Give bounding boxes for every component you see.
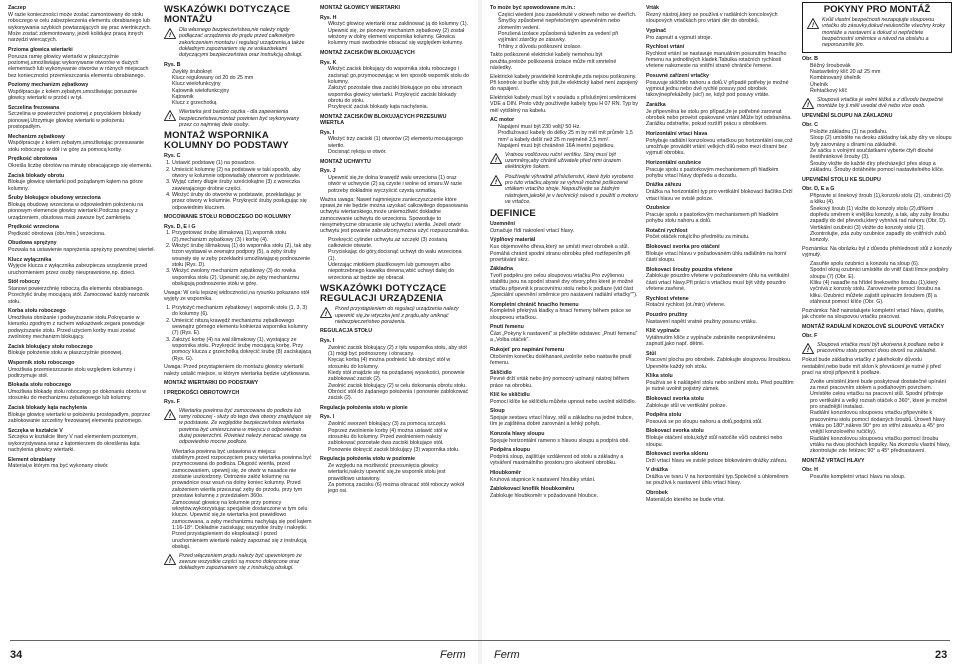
definition-term: Śruby blokujące obudowy wrzeciona [8,195,101,202]
definition-term: Pnutí řemenu [490,324,524,331]
section-heading: UPEVNĚNÍ STOLU KE SLOUPU [802,176,881,183]
figure-ref: Rys. D, E i G [164,223,196,230]
list-item: • Zwolnić sworzeń blokujący (3) za pomocą szczęki. [328,421,470,427]
figure-ref: Rys. H [320,14,337,21]
step-list [802,379,952,455]
warning-note-text: Sloupová vrtačka musí být ukotvena k podlaze nebo k pracovnímu stolu pomocí dvou otvorů na základně. [817,341,944,354]
definition-term: Rychlost vrtání [646,44,685,51]
warning-note [164,408,312,446]
list-item: • Obrócić stół do żądanego położenia i ponownie zablokować zacisk (2). [328,389,470,402]
figure-ref: Obr. B [802,55,818,62]
definition-text: Blokuje głowicę wiertarki pod pożądanym kątem na górze kolumny. [8,179,143,192]
definition-term: Blokovací svorka stolu [646,428,704,435]
list-item: 2. Umieścić nitszą krawędź mechanizmu zębatkowego wewnątrz górnego elementu kołnierza wspornika kolumny (7) (Rys. E). [172,318,312,337]
definition-text: Spojuje sestavu vrtací hlavy, stůl a základnu na jedné trubce, tím je zajištěna dobré zarovnání a lehký pohyb. [490,415,634,428]
definition-text: Stanowi powierzchnię roboczą dla elementu obrabianego. Przechylić śrubę mocującą stół. Zamocować każdy narożnik stołu. [8,286,150,305]
definition-term: Klucz wyłącznika [8,256,52,263]
definition-term: Ozubnice [646,205,670,212]
definition-text: Pracovní plocha pro obrobek. Zablokujte sloupovou šroubkou. Upevněte každý roh stolu. [646,357,792,370]
list-item: • Upewnić się,że dolna krawędź wału wrzeciona (1) oraz otwór w uchwycie (2) są czyste i wolne od smaru.W razie potrzeby dokładnie wyczyścić czystą szmatką. [328,175,470,194]
warning-note-text: Používejte výhradně příslušenství, které bylo vyrobeno pro tuto vrtačku,abyste se vyhnuli možné poškozené vrtákem vrtacího stroje. Nepoužívejte se žádným nástrojem,jakoké je v technický návod s použití o motoru ve vrtačce. [505,173,638,206]
definition-term: Mechanizm zębatkowy [8,133,65,140]
section-subheading: I PRĘDKOŚCI OBROTOWYCH [164,389,240,396]
list-item: • Zvolte umístění,které bude poskytovat dostatečné upínání za mezi pracovním stolem a podlahovým povrchem. [810,379,952,392]
list-item: • Ponownie dokręcić zacisk blokujący (3) wspornika stołu. [328,447,470,453]
figure-ref: Rys. F [164,399,180,406]
definition-term: Korba stołu roboczego [8,308,66,315]
caution-text: Uwaga: Przed przystąpieniem do montażu głowicy wiertarki należy ustalić miejsce, w którym wiertarka będzie użytkowana. [164,364,311,377]
list-item: • Przed przystąpieniem do eksploatacji i przed uruchomieniem wiertarki należy zapoznać się z instrukcją obsługi. [172,531,312,550]
definition-text: Materiál,do kterého se bude vrtat. [646,496,725,503]
definition-text: Podpírá sloup, zajišťuje vzdálenost od stolu a základny a vytváření maximálního prostoru pro ukotvení obrobku. [490,454,624,467]
svg-text:!: ! [806,102,810,109]
warning-icon [164,409,176,420]
list-item: • Kręcąc korbą (4) można podnieść lub obniżyć stół w stosunku do kolumny. [328,357,470,370]
definition-text: Takto poškozené elektrické kabely nemohou být použita,protože poškozená izolace může mít smrtelné následky. [490,52,617,72]
section-heading: MOCOWANIE STOŁU ROBOCZEGO DO KOLUMNY [164,214,292,221]
warning-icon [164,554,176,565]
definition-text: Zablokuje pouzdro vřetene v požadovaném úhlu na vertikální části vrtací hlavy.Při práci s vrtačkou musí být vždy pouzdro vřetene zavřené. [646,273,790,292]
list-item: • Šrouby vložte do každé díry přecházející přes sloup a základnu. Šrouby dotáhněte pomocí nastavitelného klíče. [810,161,952,174]
warning-icon [164,110,176,121]
warning-icon [320,307,332,318]
definition-text: Zablokuje hloubkoměr v požadované hloubce. [490,492,599,499]
definition-term: Výplňový materiál [490,237,536,244]
definition-text: Spojuje horizontální rameno s hlavou sloupu a podpírá obě. [490,437,630,444]
definition-term: Prędkość wrzeciona [8,224,59,231]
list-item: • Trhliny z důvodu poškození izolace. [498,44,638,50]
section-heading: Regulacja położenia stołu w pionie [320,404,408,411]
definition-text: Drážka na horizontální typ pro vertikální blokovací tlačítko.Drží vrtací hlavu ve svislé poloze. [646,189,793,202]
definition-text: Pevné drží vrták nebo jiný pomocný upínaný nástroj během práce na obrobku. [490,376,630,389]
definition-text: Počet otáček rotujícího předmětu za minutu. [646,234,750,241]
step-list [320,136,470,155]
list-item: • Klucz wielofunkcyjny [172,81,312,87]
definition-text: Řezný nástroj,který se používá v radiálních koncolových sloupových vrtačkách pro vrtání děr do obrobků. [646,11,778,25]
list-item: • Šnekový šroub (1) vložte do konzoly stolu (2),dříkem dopředu směrem k vnějšku konzoly, a tak, aby zuby šroubu zapadly do del převodu,který vyhnívá rad nahoru (Obr. D). [810,206,952,225]
definition-term: Obudowa sprężyny [8,240,57,247]
list-item: • Docisnąć rękoju w otwór. [328,149,470,155]
definition-text: Szczelina w powierzchni poziomej z przyciskiem blokady pionowej.Utrzymuje głowicę wiertarki w położeniu prostopadłym. [8,111,142,131]
list-item: • Wiertarka powinna być ustawiona w miejscu stabilnym,przed rozpoczęciem pracy wiertarka powinna być przymocowana do podłoża. Długość wiertła, przed zamocowaniem, upewnij się, że otwór w nasadce nie zostanie uszkodzony. Ostrożnie załóż kolumnę na prowadnice oraz wsuń na dolny koniec kolumny. Przed założeniem wiertła przesunąć zęby do przodu, przy tym przestaw kolumnę z przedziałem 360o. [172,449,312,500]
section-heading: UPEVNĚNÍ SLOUPU NA ZÁKLADNU [802,112,893,119]
definition-term: Horizontální vrtací hlava [646,130,708,137]
step-list [802,474,952,480]
definition-term: Drážka zářezu [646,182,682,189]
note-text: Poznámka: Než nainstalujete kompletní vrtací hlavu, zjistěte, jak chcete na sloupovou vrtačku pracovat. [802,307,945,321]
definition-text: Pro zapnutí a vypnutí stroje. [646,34,712,41]
warning-icon [802,98,814,109]
list-item: • Prodlužovací kabely do délky 25 m by měl mít průměr 1,5 mm² a kabely delší než 25 m nejméně 2,5 mm². [498,130,638,143]
warning-note [807,17,947,49]
section-heading: MONTÁŽ RADIÁLNÍ KONZOLOVÉ SLOUPOVÉ VRTAČKY [802,323,945,330]
step-list [320,463,470,495]
warning-icon [807,18,819,29]
column-electrical-cz [490,2,638,642]
definition-text: Kruhová stupnice k nastavení hloubky vrtání. [490,476,596,483]
list-item: • Kątownik [172,94,312,100]
warning-note-text: Przed przystąpieniem do regulacji urządzenia należy upewnić się,że wtyczka jest z prądu,aby uniknąć niebezpieczeństwo porażenia. [335,306,459,325]
list-item: • Spodní okraj ozubnici umístěte do vnitř části límce podpěry sloupu (7) (Obr. E). [810,267,952,280]
warning-icon [164,28,176,39]
footer-divider [10,640,950,641]
warning-icon [490,153,502,164]
list-item: 4. Włożyć śruby do otworów w podstawie, przekładając je przez otwory w kolumnie. Przykręcić śruby posługując się odpowiednim kluczem. [172,192,312,211]
list-item: 1. Przygotować śrubę ślimakową (1),wspornik stołu (2),mechanizm zębatkowy (3) i korbę (4). [172,230,312,243]
definition-term: Zacisk blokujący stołu roboczego [8,343,93,350]
definition-term: Element obrabiany [8,456,56,463]
box-title: POKYNY PRO MONTÁŽ [823,4,931,15]
step-list [802,193,952,244]
note-text: Poznámka: Na obrázku byl z důvodu přehlednosti stůl z konzoly vyjmutý. [802,246,952,259]
list-item: • Przyciskając do góry,docisnąć uchwyt do wału wrzeciona (1). [328,249,470,262]
definition-term: Wspornik stołu roboczego [8,359,75,366]
list-item: 3. Założyć korbę (4) na wał ślimakowy (1), wystający ze wspornika stołu. Przykręcić śrubę mocującą korbę. Przy pomocy klucza z grzechotką dokręcić śrubę (8) zaciskającą (Rys. G). [172,337,312,362]
list-item: • Napájení musí být 230 volt(/ 50 Hz. [498,124,638,130]
column-definitions-cz [646,2,794,642]
definition-text: Elektrické kabely musí být v souladu s příslušnými směrnicemi VDE a DIN. Proto vždy používejte kabely typu H 07 RN. Typ by měl vytištěný na kabelu. [490,94,638,114]
svg-text:!: ! [494,178,498,186]
definition-text: Blokują obudowę wrzeciona w odpowiednim położeniu na pionowym elemencie głowicy wiertarki.Podczas pracy z urządzeniem, obudowa musi zawsze być zamknięta. [8,201,144,221]
figure-ref: Rys. K [320,59,337,66]
definition-text: Pozwala na ustawienie naprężenia sprężyny powrotnej wierteł. [8,247,155,254]
definition-text: Část „Pokyny k nastavení" si přečtěte odstavec „Pnutí řemenu" a „Volba otáček". [490,331,638,344]
figure-ref: Obr. H [802,467,818,474]
step-list [320,345,470,402]
definition-term: Rychlost vřetene [646,295,689,302]
definition-term: Poziomy mechanizm zębatkowy [8,82,89,89]
list-item: • Porušená izolace způsobená tažením za vedení při vyjímání zásrčky ze zásuvky. [498,31,638,44]
definition-term: Stół roboczy [8,279,40,286]
definition-text: Označuje řídí nakrolení vrtací hlavy. [490,227,575,234]
figure-ref: Rys. B [164,61,181,68]
list-item: • Upewnić się, że pionowy mechanizm zębatkowy (2) został włożony w dolny element wspornika kolumny. Głowica kolumny musi swobodnie obracać się względem kolumny. [328,28,470,47]
list-item: • Kombinovaný úhelník [810,75,952,81]
list-item: • Kliku (4) nasaďte na hřídel šnekového šroubu (1),který vyčnívá z konzoly stolu. Zaroveznete pomocí šroubu na kliku. Ozubnici můžete zajistit upínacím šroubem (8) a stáhnout pomocí klíče (Obr. G). [810,280,952,305]
definition-term: Sloup [490,408,505,415]
list-item: • Úhelník [810,82,952,88]
list-item: • Włożyć zacisk blokujący do wspornika stołu roboczego i zacisnąć go,przymocowując w ten sposób wspornik stołu do kolumny. [328,66,470,85]
definition-term: Uzemnění [490,221,516,228]
definition-term: Základna [490,266,513,273]
svg-text:!: ! [168,412,172,420]
list-item: • Założyć pozostałe dwa zaciski blokujące po obu stronach wspornika głowicy wiertarki. Przykręcić zaciski blokady obrotu do stołu. [328,85,470,104]
definition-text: Prędkość obrotowa (obr./min.) wrzeciona. [8,230,106,237]
warning-note-text: Kvůli vlastní bezpečnosti nezapojujte sloupovou vrtačku do zásuvky,dokud neukončíte všechny kroky montáže a nastavení a dokud si nepřečtete bezpečnostní směrnice a návod na obsluhu a neporozumíte jim. [822,17,945,49]
svg-text:!: ! [806,346,810,354]
definition-term: Kompletní chránič hnacího řemenu [490,301,579,308]
column-definitions-pl [8,2,156,642]
step-list [320,66,470,110]
list-item: 3. Włożyć zwolony mechanizm zębatkowy (3) do rowka wspornika stołu (2). Upewnić się,że zęby mechanizmu obsługują podnoszenie stołu w górę. [172,268,312,287]
figure-ref: Rys. I [320,414,335,421]
definition-term: Rotační rychlost [646,227,688,234]
list-item: • Przekręcić cylinder uchwytu,aż szczęki (3) zostaną całkowicie otwarte. [328,237,470,250]
list-item: • Sloup (2) umístěte na desku základny tak,aby díry ve sloupu byly zarovnány s dírami na základně. [810,135,952,148]
definition-term: Posuvné zařízení vrtačky [646,73,710,80]
step-list [802,261,952,305]
definition-text: Rotační rychlost (ot./min) vřetene. [646,302,726,309]
definition-text: Materiał,w którym ma być wykonany otwór. [8,463,109,470]
definition-text: Je připevněna ke stolu pro případ,že je potřebné zarovnat obrobek nebo provést opakované vrtání.Může být odstraněna. Zarážku odstraňte, pokud rozšíří prácu s obrobkem. [646,108,792,128]
warning-note-text: Dla własnego bezpieczeństwa,nie należy nigdy podłączać urządzenia do prądu przed całkowitym zakończeniem montażu i regulacji urządzenia,a także dokładnym zapoznaniem się ze wskazówkami dotyczącymi bezpieczeństwa oraz instrukcją obsługi. [179,27,305,59]
body-text: Pokud bude základna vrtačky z jakéhokoliv důvodu nestabilní,nebo bude mít sklon k převrácení,je nutné ji před prací na stroji připevnit k podlaze. [802,357,941,377]
list-item: • Włożyć głowicę wiertarki oraz zaklinować ją do kolumny (1). [328,21,470,27]
figure-ref: Rys. J [320,168,336,175]
column-assembly-cz [802,2,952,642]
warning-note [490,174,638,206]
svg-text:!: ! [494,156,498,164]
step-list [320,21,470,46]
list-item: • Běžný šroubovák [810,63,952,69]
section-heading: WSKAZÓWKI DOTYCZĄCE MONTAŻU [164,4,291,25]
figure-ref: Obr. D, E a G [802,186,835,193]
section-heading: MONTÁŽ VRTACÍ HLAVY [802,457,865,464]
definition-text: Umożliwia blokadę stołu roboczego po dokonaniu obrotu w stosunku do mechanizmu zębatkowego lub kolumny. [8,389,147,402]
svg-text:!: ! [168,32,172,39]
list-item: • Ze sáčku s volnými součástkami vyberte čtyři dlouhé šestihránkové šrouby (3). [810,148,952,161]
definition-text: Określa liczbę obrotów na minutę obracającego się elementu. [8,163,153,170]
definition-term: Zablokovací knoflík hloubkoměru [490,486,575,493]
list-item: • Za pomocą zacisku (6) można obracać stół roboczy wokół jego osi. [328,482,470,495]
definition-term: Pouzdro pružiny [646,311,688,318]
list-item: • Klucz regulowany od 20 do 25 mm [172,75,312,81]
note-text: Uwaga: W celu lepszej widoczności,na rysunku pokazano stół wyjęty ze wspornika. [164,289,310,303]
definition-text: Drážka ve tvaru V na horizontální typ.Společně s úhloměrem se používá k nastavení úhlu vrtací hlavy. [646,474,789,487]
step-list [164,230,312,287]
page-number-right: 23 [935,649,948,661]
definition-term: Blokada stołu roboczego [8,382,71,389]
list-item: • Posuňte kompletní vrtací hlavu na sloup. [810,474,952,480]
section-heading: REGULACJA STOŁU [320,328,373,335]
definition-text: Elektrické kabely pravidelně kontrolujte,zda nejsou poškozeny. Při kontrole si buďte vždy jisti,že elektrický kabel není zapojený do napájení. [490,73,638,93]
column-adjustment-pl [320,2,470,642]
definition-text: Współpracuje z kołem zębatym,umożliwiając przesuwanie stołu roboczego w dół i w górę za pomocą korby. [8,140,145,153]
list-item: • Nastavitelný klíč 20 až 25 mm [810,69,952,75]
definition-text: Zablokuje stůl ve vertikální poloze. [646,402,727,409]
definition-term: Sklíčidlo [490,369,512,376]
step-list [320,421,470,453]
definition-text: Nastavení napětí vratné pružiny posunu vrtáku. [646,318,758,325]
column-assembly-pl [164,2,312,642]
list-item: • Kątownik wielofunkcyjny [172,88,312,94]
list-item: • Kiedy stół znajdzie się na pożądanej wysokości, ponownie zablokować zacisk (2). [328,370,470,383]
list-item: • Šmyčky způsobené nepřetočeným upevněním nebo zlomením vedení. [498,18,638,31]
bullet-list [490,124,638,149]
definition-text: Szczęka w kształcie litery V nad elementem poziomym, wykorzystywana wraz z kątomierzem do określenia kąta nachylenia głowicy wiertarki. [8,434,140,454]
section-heading: MONTAŻ WIERTARKI DO PODSTAWY [164,380,259,387]
step-list [802,129,952,173]
definition-term: Zaczep [8,5,26,12]
list-item: • Umístěte celou vrtačku na pracovní stůl. Spodní přístroje pro vertikální a velký rozsah otáček o 360°, které je možné pro snadnější instalaci. [810,391,952,410]
section-heading: MONTAŻ GŁOWICY WIERTARKI [320,5,401,12]
warning-note [802,97,952,110]
definition-text: Pohybuje radiální konzolovou vrtačkou po horizontální ose,což umožňuje provádět vrtání velkých dílů nebo mezi dírami bez vyjmutí obrobku. [646,137,793,157]
list-item: • Klucz z grzechotką [172,100,312,106]
definition-text: Používá se k naklápění stolu nebo snížení stolu. Před použitím je nutné uvolnit pojistný zámek. [646,380,794,393]
list-item: • Zwolnić zacisk blokujący (2) z tyłu wspornika stołu, aby stół (1) mógł być podnoszony i obracany. [328,345,470,358]
definition-term: Blokovací šrouby pouzdra vřetene [646,266,733,273]
figure-ref: Obr. F [802,333,818,340]
definition-term: Prędkość obrotowa [8,156,58,163]
svg-text:!: ! [168,557,172,565]
definition-term: Przioma głowica wiertarki [8,46,73,53]
right-page [482,0,960,664]
warning-note [320,306,470,325]
section-heading: MONTAŻ WSPORNIKA KOLUMNY DO PODSTAWY [164,130,289,151]
definition-term: Obrobek [646,489,668,496]
definition-term: Zarážka [646,101,666,108]
definition-term: Blokovací svorka pro otáčení [646,243,720,250]
list-item: • Przykręcić zacisk blokady kąta nachylenia. [328,104,470,110]
svg-text:!: ! [324,311,328,319]
step-list [164,160,312,211]
definition-term: Vypínač [646,27,667,34]
definition-term: Szczelina frezowana [8,104,60,111]
definition-term: Podpěra sloupu [490,447,531,454]
step-list [164,449,312,551]
list-item: • Řehtačkový klíč [810,88,952,94]
step-list [164,305,312,362]
definition-text: Otočením konečku doléhanaré,uvolníte nebo nastavíte pnutí řemenu. [490,353,632,366]
definition-text: Umożliwia obniżanie i podwyższanie stołu.Pokręcanie w kierunku zgodnym z ruchem wskazówek zegara powoduje podwyższanie stołu. Przed użyciem korby musi zostać zwolniony mechanizm blokujący. [8,314,145,340]
list-item: • Zamocować głowicę na kolumnie przy pomocy wkrętów,wykorzystując specjalnie dostarczone w tym celu klucze. Upewnić się,że wiertarka jest prawidłowo zamocowana, a zęby mechanizmu nachylają się pod kątem 1:16-18°. Dokładnie zaciskając wszystkie śruby i nakrętki. [172,500,312,532]
definition-term: Klíč vypínače [646,328,680,335]
warning-note [164,109,312,128]
brand-left: Ferm [440,649,466,661]
list-item: • Připravte si šnekový šroub (1),konzolu stolu (2), ozubnici (3) a kliku (4). [810,193,952,206]
figure-ref: Rys. I [320,337,335,344]
definition-term: Zacisk blokady kąta nachylenia [8,405,87,411]
warning-note [802,342,952,355]
section-heading: MONTAŻ ZACISKÓW BLOKUJĄCYCH PRZESUWU WIERTŁA [320,113,447,127]
definition-text: Pracuje spolu s pastorkovým mechanismem při hladkém pohybu stolu nahoru a dolů. [646,211,779,225]
tool-list [802,63,952,95]
list-item: • Poprzez zwolnienie korby (4) można ustawić stół w stosunku do kolumny. Przed zwolnieniem należy zablokować pozostałe dwa zaciski blokujące stół. [328,428,470,447]
definition-term: Klíč ke sklíčidlu [490,392,530,399]
warning-note-text: Vratnou vodičovou ruční verštku. Stroj musí být uzemněny,aby chránil uživatele před nimi úrazem elektrickým šokem. [505,151,621,171]
definition-text: Blokuje otáčení stolu,když stůl natočíte vůči ozubnici nebo sloupu. [646,435,783,448]
warning-icon [802,343,814,354]
figure-ref: Obr. C [802,122,818,129]
important-note: Ważna uwaga: Nawet najmniejsze zanieczyszczenie które sprawi,że nie będzie można uzyskać całkowitego dopasowania uchwytu wiertarskiego,może uniemożliwić dokładne zamocowanie uchwytu do wrzeciona. Spowoduje to niesymetryczne obracanie się uchwytu i wiertła. Jeżeli otwór uchwytu jest powanie zabrudzony,można użyć rozpuszczalnika. [320,196,470,235]
definition-term: Vrták [646,5,659,12]
list-item: • Radiální konzolovou sloupovou vrtačku připevněte k pracovnímu stolu pomocí dodaných šroubů. Úroveň hlavy vrtáku po 180°,nákres 90° pro sn vitřní zásuvku a 45° pro vnější konzolového ručičky). [810,410,952,435]
warning-note [490,152,638,171]
section-heading: WSKAZÓWKI DOTYCZĄCE REGULACJI URZĄDZENIA [320,283,447,304]
section-heading: MONTAŻ ZACISKÓW BLOKUJĄCYCH [320,50,415,57]
list-item: 2. Umieścić kolumnę (2) na podstawie w taki sposób, aby otwory w kolumnie odpowiadały otworom w podstawie. [172,167,312,180]
definition-text: Rychlost vrtání se nastavuje manuálním posunutím hnacího řemenu na jednotlivých kladek.Tabulka rotačních rychlostí vřetene nalezneste na vnitřní straně chrániče řemene. [646,50,787,70]
page-number-left: 34 [10,649,23,661]
svg-text:!: ! [168,114,172,122]
list-item: 3. Wyjąć cztery długie śruby sześciokątne (3) z woreczka zawierającego drobne części. [172,179,312,192]
left-page [0,0,478,664]
list-item: • Zasuňte spolu ozubnici a konzolu na sloup (6). [810,261,952,267]
definition-text: Umożliwia przemieszczanie stołu względem kolumny i podtrzymuje stół. [8,366,135,379]
list-item: • Napájení musí být chráněné 16A inertní pojistkou. [498,143,638,149]
list-item: • Uderzając młotkiem plastikowym lub gumowym albo niepotrzebnego kawałka drewna,wbić uchwyt dalej do wrzeciona aż będzie się obracał. [328,262,470,281]
assembly-instructions-box [802,2,952,53]
definition-text: W razie konieczności może zostać zamontowany do stołu roboczego w celu zabezpieczenia elementu obrabianego lub wykonywania szybkich powtarzających się prac wiertniczych. Może zostać zdemontowany, jeżeli kolidujez pracą innych narzędzi wiercących. [8,11,152,44]
definition-text: Pomocí klíče ke sklíčidlu můžete upnout nebo uvolnit sklíčidlo. [490,398,637,405]
definition-text: Współpracuje z kołem zębatym,umożliwiając porusznie głowicy wiertarki w przód i w tył. [8,88,138,102]
definition-term: V drážka [646,467,668,474]
section-heading: MONTAŻ UCHWYTU [320,158,371,165]
section-heading: DEFINICE [490,207,536,219]
warning-icon [490,175,502,186]
definition-term: Blokovací svorka stolu [646,395,704,402]
list-item: • Zwykły śrubokręt [172,69,312,75]
definition-text: Pracuje spolu s pastorkovým mechanismem při hladkém pohybu vrtací hlavy dopředu a dozadu. [646,166,779,179]
list-item: • Položte základnu (1) na podlahu. [810,129,952,135]
definition-text: Wyjęcie klucza z wyłącznika zabezpiecza urządzenie przed uruchomieniem przez osoby nieuprawnione,np. dzieci. [8,263,148,276]
definition-text: Posouvá se po sloupu nahoru a dolů,podpírá stůl. [646,418,763,425]
definition-term: Podpěra stolu [646,412,682,419]
warning-note [164,553,312,572]
definition-term: Hloubkoměr [490,469,521,476]
list-item: • Włożyć trzy zaciski (1) otworów (2) elementu mocującego wiertło. [328,136,470,149]
list-item: • Vertikální ozubnici (3) vložte do konzoly stolu (2). Zkontrolujte, zda zuby ozubnice zapadly do vnitřních zubů konzoly. [810,225,952,244]
definition-text: Tvoří podpěru pro celou sloupovou vrtačku.Pro zvýšenou stabilitu jsou na spodní straně dvy otvory,přes které je možné vrtačku připevnit k pracovnímu stolu nebo k podlaze (vid část „Speciální upevnění směrnice pro nastavení radiální vrtačky""). [490,273,638,299]
definition-text: Kompletně překrývá kladky a hnací řemeny během práce se sloupovou vrtačkou. [490,308,632,321]
definition-text: Blokuje vrtací hlavu v požadovaném úhlu radiálním na horní části sloupu. [646,250,787,264]
definition-term: Zacisk blokady obrotu [8,172,65,179]
list-item: • Radiální konzolovou sloupovou vrtačku pomocí šroubu vrtáku na dvou plochách kopulky. Na zkonzolu vlastní hlavy, zkontrolujte zde řetězec 90° a 45° přednastavení. [810,436,952,455]
tool-list [164,69,312,107]
warning-note [164,27,312,59]
figure-ref: Rys. I [320,129,335,136]
brand-right: Ferm [494,649,520,661]
definition-term: Horizontální ozubnice [646,159,702,166]
definition-term: Szczęka w kształcie V [8,427,63,434]
list-item: 2. Włożyć śrubę ślimakową (1) do wspornika stołu (2), tak aby trzon wystawał w zewnątrz podpory (5), a zęby śruby wsunęły się w zęby przekładni umożliwiającej podnoszenie stołu (Rys. D). [172,243,312,268]
bullet-list [490,12,638,50]
definition-term: Blokovací svorka sklonu [646,451,709,458]
definition-text: Drží vrtací hlavu ve svislé poloze blokováním drážky zářezu. [646,457,788,464]
warning-note-text: Sloupová vrtačka je velmi těžká a z důvodu bezpečné montáže by ji měli uvedat dvě nebo více osob. [817,96,944,110]
figure-ref: Rys. C [164,153,181,160]
definition-text: Porusza ramię głowicy wiertarki w płaszczyźnie poziomej,umożliwiając wykonywanie otworów w dużych elementach lub wykonywanie otworów w różnych miejscach bez konieczności przemieszczania elementu obrabianego. [8,53,149,79]
warning-note-text: Przed włączeniem prądu należy być upewnionym że zawsze wszystkie części są mocno dokręcone oraz dokładnym zapoznaniem się z instrukcją obsługi. [179,552,302,572]
definition-text: Vytáhnutím klíče z vypínače zabráníte neoprávněnému zapnutí,jako např. dětmi. [646,334,776,348]
definition-text: Posuvuje sklíčidlo nahoru a dolů.V případě potřeby je možné vyjmout jednu nebo dvě rychlé posuvy pod obrobek takovýnepřekáželiy (sic!) se, když pod posuvy vrtáte. [646,79,789,99]
section-heading: Regulacja położenia stołu w poziomie [320,456,416,463]
list-item: 1. Ustawić podstawę (1) na posadzce. [172,160,312,166]
step-list [320,175,470,194]
svg-text:!: ! [811,22,815,29]
definition-term: Konzola hlavy sloupu [490,431,545,438]
list-item: • Ze względu na możliwość przesunięcia głowicy wiertarki,należy upewnić się,że wspornik stołu jest prawidłowo ustawiony. [328,463,470,482]
definition-text: Blokuje głowicę wiertarki w położeniu prostopadłym, poprzez zablokowanie szczeliny frezowanej elementu poziomego. [8,411,151,425]
definition-term: To może być spowodowane m.in.: [490,5,576,12]
list-item: 1. Przyłożyć mechanizm zębatkowy i wspornik stołu (1, 3, 3) do kolumny (6). [172,305,312,318]
list-item: • Zwolnić zacisk blokujący (2) w celu dokonania obrotu stołu. [328,383,470,389]
definition-text: Blokuje położenie stołu w płaszczyźnie pionowej. [8,350,123,357]
step-list [320,237,470,281]
list-item: • Części wiedeni jsou zasekknuté v okneeh nebo ve dveřích. [498,12,638,18]
warning-note-text: Wiertarka jest bardzo ciężka - dla zapewnienia bezpieczeństwa,montaż powinien być wykonywany przez co najmniej dwie osoby. [179,109,300,128]
definition-term: AC motor [490,117,515,124]
definition-text: Kus objemového dřeva,který se umístí mezi obrobek a stůl. Pomáhá chránit spodní stranu obrobku před roztřepením při provrtávání skrz. [490,244,631,263]
definition-term: Klika stolu [646,373,673,380]
definition-term: Stůl [646,350,657,357]
definition-term: Rukojeť pro napínání řemenu [490,346,565,353]
warning-note-text: Wiertarka powinna być zamocowana do podłoża lub ramy roboczej - służy do tego dwa otwory znajdujące się w podstawie. Ze względów bezpieczeństwa wiertarka powinna być umieszczana w miejscu o odpowiednio dużej powierzchni. Również należy zwracać uwagę na odpowiednio mocne podłoże. [179,407,312,446]
